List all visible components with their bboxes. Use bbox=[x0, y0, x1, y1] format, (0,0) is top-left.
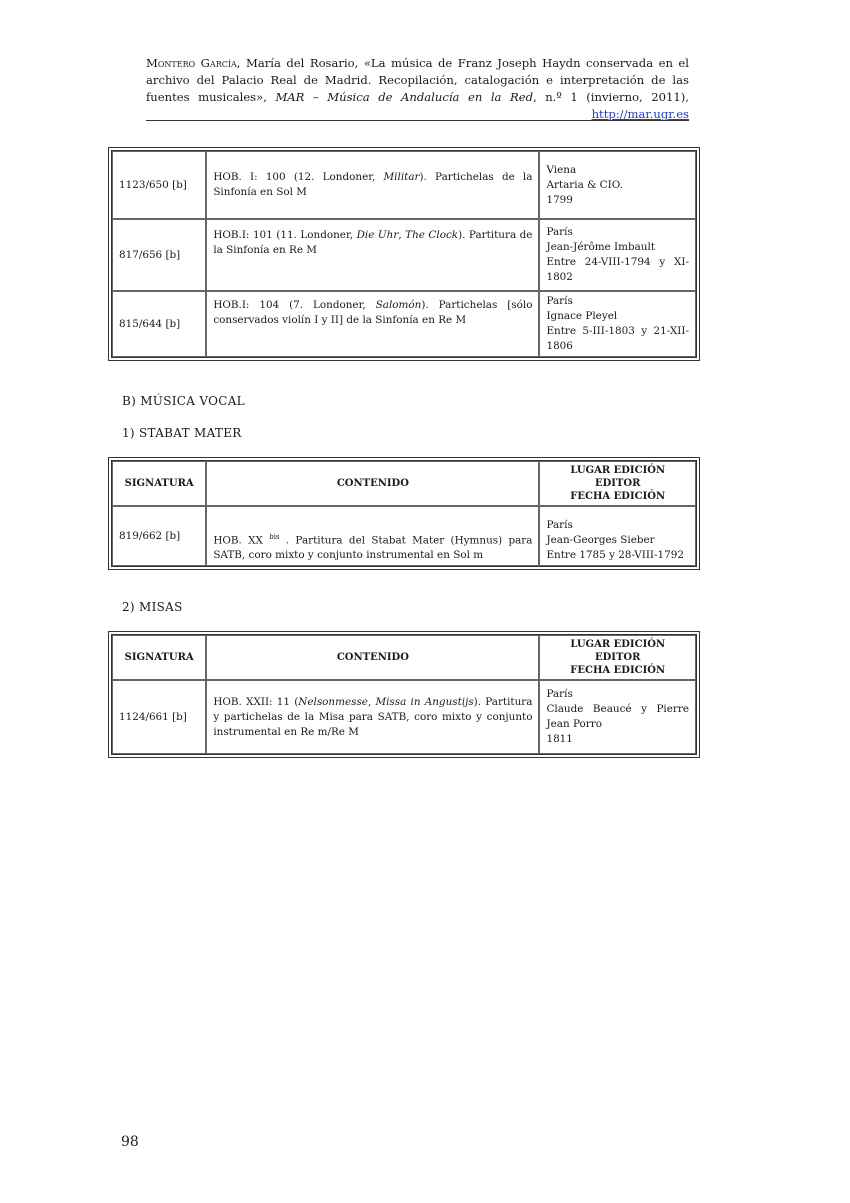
page-number: 98 bbox=[121, 1134, 139, 1150]
table-header-row bbox=[112, 635, 696, 680]
table-row bbox=[112, 291, 696, 357]
edition-cell: París Claude Beaucé y Pierre Jean Porro 1811 bbox=[539, 680, 696, 754]
column-header-edition: LUGAR EDICIÓN EDITOR FECHA EDICIÓN bbox=[539, 461, 696, 506]
misas-table bbox=[111, 634, 697, 755]
header-rule bbox=[146, 120, 689, 121]
header-journal: MAR – Música de Andalucía en la Red bbox=[275, 90, 533, 104]
column-header-signature: SIGNATURA bbox=[112, 635, 206, 680]
signature-cell: 815/644 [b] bbox=[112, 291, 206, 357]
content-cell: HOB. I: 100 (12. Londoner, Militar). Partichelas de la Sinfonía en Sol M bbox=[206, 151, 539, 219]
symphonies-table bbox=[111, 150, 697, 358]
column-header-content: CONTENIDO bbox=[206, 635, 539, 680]
content-cell: HOB. XXII: 11 (Nelsonmesse, Missa in Angustijs). Partitura y partichelas de la Misa para SATB, coro mixto y conjunto instrumental en Re m/Re M bbox=[206, 680, 539, 754]
edition-cell: París Jean-Georges Sieber Entre 1785 y 28-VIII-1792 bbox=[539, 506, 696, 566]
content-cell: HOB.I: 101 (11. Londoner, Die Uhr, The Clock). Partitura de la Sinfonía en Re M bbox=[206, 219, 539, 291]
table-row bbox=[112, 506, 696, 566]
signature-cell: 1124/661 [b] bbox=[112, 680, 206, 754]
table-row bbox=[112, 151, 696, 219]
header-issue: , n.º 1 (invierno, 2011), bbox=[533, 90, 689, 104]
table-row bbox=[112, 219, 696, 291]
edition-cell: París Jean-Jérôme Imbault Entre 24-VIII-1794 y XI-1802 bbox=[539, 219, 696, 291]
column-header-content: CONTENIDO bbox=[206, 461, 539, 506]
column-header-signature: SIGNATURA bbox=[112, 461, 206, 506]
header-url-link[interactable]: http://mar.ugr.es bbox=[591, 107, 689, 121]
section-heading-vocal: B) MÚSICA VOCAL bbox=[122, 394, 245, 408]
table-header-row bbox=[112, 461, 696, 506]
signature-cell: 817/656 [b] bbox=[112, 219, 206, 291]
edition-cell: Viena Artaria & CIO. 1799 bbox=[539, 151, 696, 219]
content-cell: HOB.I: 104 (7. Londoner, Salomón). Partichelas [sólo conservados violín I y II] de la Sinfonía en Re M bbox=[206, 291, 539, 357]
content-cell: HOB. XX $^{bis}$ . Partitura del Stabat Mater (Hymnus) para SATB, coro mixto y conjunto instrumental en Sol m bbox=[206, 506, 539, 566]
section-heading-misas: 2) MISAS bbox=[122, 600, 183, 614]
section-heading-stabat: 1) STABAT MATER bbox=[122, 426, 242, 440]
edition-cell: París Ignace Pleyel Entre 5-III-1803 y 21-XII-1806 bbox=[539, 291, 696, 357]
table-row bbox=[112, 680, 696, 754]
header-citation: , María del Rosario, «La música de Franz Joseph Haydn conservada en el archivo del Palacio Real de Madrid. Recopilación, catalogación e interpretación de las fuentes musicales», bbox=[146, 56, 689, 104]
signature-cell: 819/662 [b] bbox=[112, 506, 206, 566]
running-header bbox=[146, 55, 689, 123]
signature-cell: 1123/650 [b] bbox=[112, 151, 206, 219]
column-header-edition: LUGAR EDICIÓN EDITOR FECHA EDICIÓN bbox=[539, 635, 696, 680]
header-author: Montero García bbox=[146, 56, 237, 70]
stabat-mater-table bbox=[111, 460, 697, 567]
